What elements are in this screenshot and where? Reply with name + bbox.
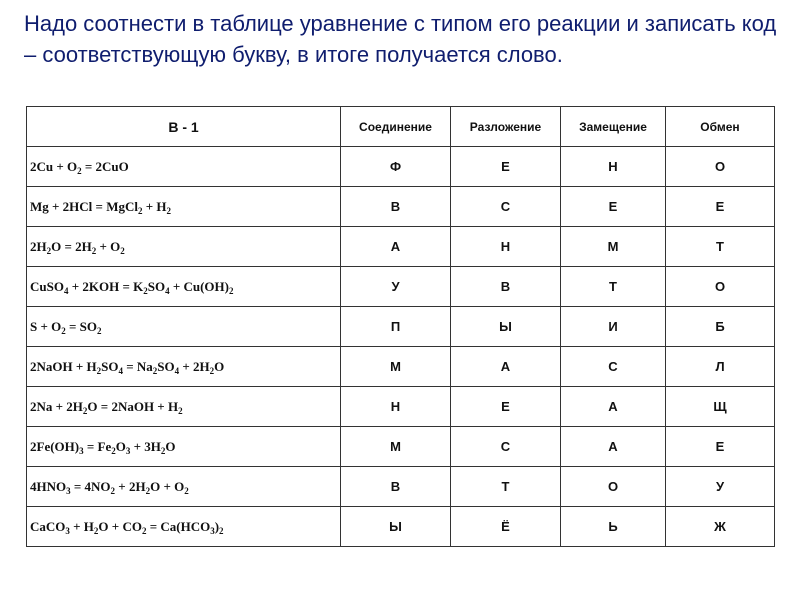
equation-cell [27,187,341,227]
equation-text: = 2CuO [81,158,129,174]
letter-cell[interactable]: Н [561,147,666,187]
equation-subscript: 2 [145,485,151,496]
equation-cell [27,147,341,187]
equation-text: O + CO [98,518,142,534]
equation-text: CuSO [30,278,64,294]
letter-cell[interactable]: Е [666,427,775,467]
letter-cell[interactable]: А [341,227,451,267]
equation-cell [27,467,341,507]
equation-text: = Fe [83,438,112,454]
equation-text: O = 2NaOH + H [87,398,179,414]
equation-cell [27,267,341,307]
equation-text: + H [142,198,167,214]
equation-text: 2H [30,238,47,254]
letter-cell[interactable]: Щ [666,387,775,427]
equation-subscript: 2 [91,245,97,256]
equation-text: SO [147,278,166,294]
equation-subscript: 2 [229,285,234,296]
letter-cell[interactable]: О [666,267,775,307]
letter-cell[interactable]: Ы [451,307,561,347]
equation-subscript: 2 [178,405,183,416]
equation-text: 2Cu + O [30,158,78,174]
equation-text: 2NaOH + H [30,358,97,374]
table-row [27,227,775,267]
letter-cell[interactable]: П [341,307,451,347]
header-substitution: Замещение [561,107,666,147]
equation-text: + 2H [115,478,146,494]
letter-cell[interactable]: М [561,227,666,267]
equation-subscript: 2 [160,445,166,456]
equation-subscript: 2 [219,525,224,536]
equation-subscript: 2 [152,365,158,376]
table-header-row [27,107,775,147]
equation-text: + 2H [179,358,210,374]
table-row [27,147,775,187]
equation-cell [27,427,341,467]
table-row [27,507,775,547]
equation-text: = SO [65,318,97,334]
equation-subscript: 2 [97,325,102,336]
equation-subscript: 2 [111,445,116,456]
equation-text: 4HNO [30,478,67,494]
equation-subscript: 2 [209,365,215,376]
equation-text: SO [157,358,175,374]
letter-cell[interactable]: Е [451,147,561,187]
equation-text: O = 2H [51,238,92,254]
table-row [27,187,775,227]
letter-cell[interactable]: Е [561,187,666,227]
letter-cell[interactable]: М [341,347,451,387]
equation-subscript: 3 [66,485,71,496]
letter-cell[interactable]: Е [451,387,561,427]
letter-cell[interactable]: Ф [341,147,451,187]
equation-text: Mg + 2HCl = MgCl [30,198,138,214]
equation-text: O [165,438,176,454]
equation-subscript: 2 [77,165,82,176]
letter-cell[interactable]: Ж [666,507,775,547]
equation-subscript: 3 [65,525,70,536]
equation-subscript: 2 [61,325,66,336]
equation-text: = 4NO [70,478,111,494]
header-exchange: Обмен [666,107,775,147]
equation-cell [27,387,341,427]
task-instruction: Надо соотнести в таблице уравнение с типом его реакции и записать код – соответствующую букву, в итоге получается слово. [24,11,777,67]
equation-subscript: 2 [120,245,125,256]
letter-cell[interactable]: В [451,267,561,307]
letter-cell[interactable]: И [561,307,666,347]
equation-subscript: 2 [166,205,171,216]
letter-cell[interactable]: Т [666,227,775,267]
letter-cell[interactable]: М [341,427,451,467]
letter-cell[interactable]: С [451,427,561,467]
equation-subscript: 2 [110,485,116,496]
header-decomposition: Разложение [451,107,561,147]
letter-cell[interactable]: Л [666,347,775,387]
equation-text: = Na [122,358,153,374]
letter-cell[interactable]: Е [666,187,775,227]
equation-subscript: 4 [118,365,123,376]
header-combination: Соединение [341,107,451,147]
equation-subscript: 2 [96,365,102,376]
equation-subscript: 2 [141,525,147,536]
equation-cell [27,307,341,347]
equation-subscript: 4 [174,365,180,376]
equation-text: + 3H [130,438,161,454]
letter-cell[interactable]: Н [341,387,451,427]
equation-subscript: 3 [210,525,215,536]
equation-subscript: 3 [125,445,131,456]
equation-subscript: 2 [93,525,99,536]
letter-cell[interactable]: А [561,387,666,427]
letter-cell[interactable]: В [341,467,451,507]
equation-text: SO [101,358,119,374]
equation-text: S + O [30,318,62,334]
table-row [27,267,775,307]
equation-subscript: 4 [63,285,69,296]
letter-cell[interactable]: О [561,467,666,507]
equation-subscript: 3 [79,445,84,456]
equation-subscript: 2 [184,485,189,496]
letter-cell[interactable]: С [561,347,666,387]
equation-subscript: 2 [82,405,88,416]
letter-cell[interactable]: У [666,467,775,507]
equation-subscript: 2 [143,285,148,296]
table-row [27,347,775,387]
equation-text: = Ca(HCO [146,518,211,534]
equation-cell [27,227,341,267]
equation-cell [27,347,341,387]
equation-text: 2Na + 2H [30,398,83,414]
letter-cell[interactable]: Т [451,467,561,507]
letter-cell[interactable]: Ь [561,507,666,547]
letter-cell[interactable]: Н [451,227,561,267]
equation-text: + H [69,518,94,534]
table-row [27,387,775,427]
letter-cell[interactable]: Б [666,307,775,347]
equation-cell [27,507,341,547]
letter-cell[interactable]: Ё [451,507,561,547]
letter-cell[interactable]: Т [561,267,666,307]
letter-cell[interactable]: В [341,187,451,227]
equation-text: O [115,438,126,454]
equation-subscript: 2 [137,205,143,216]
equation-text: 2Fe(OH) [30,438,80,454]
table-row [27,427,775,467]
equation-text: + Cu(OH) [169,278,229,294]
letter-cell[interactable]: У [341,267,451,307]
equation-text: CaCO [30,518,66,534]
letter-cell[interactable]: С [451,187,561,227]
equation-text: O [214,358,225,374]
letter-cell[interactable]: А [561,427,666,467]
letter-cell[interactable]: Ы [341,507,451,547]
variant-header: В - 1 [27,107,341,147]
reaction-type-table [26,106,775,547]
letter-cell[interactable]: О [666,147,775,187]
equation-subscript: 2 [46,245,52,256]
letter-cell[interactable]: А [451,347,561,387]
table-row [27,467,775,507]
equation-text: + 2KOH = K [68,278,144,294]
equation-subscript: 4 [165,285,170,296]
table-row [27,307,775,347]
equation-text: ) [214,518,220,534]
equation-text: O + O [150,478,185,494]
equation-text: + O [96,238,121,254]
